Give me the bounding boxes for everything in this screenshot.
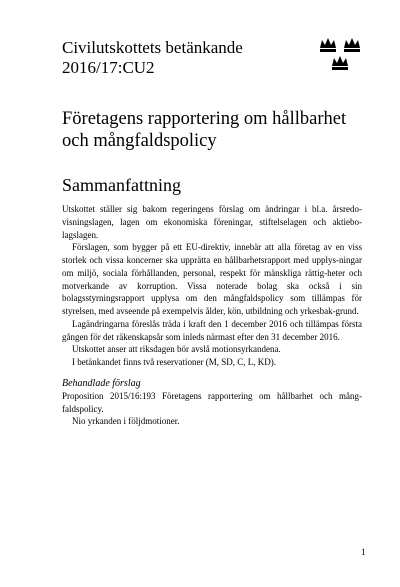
report-title <box>62 108 362 152</box>
paragraph: Lagändringarna föreslås träda i kraft den 1 december 2016 och tillämpas första gången för det räkenskapsår som inleds närmast efter den 31 december 2016. <box>62 318 362 342</box>
summary-heading: Sammanfattning <box>62 175 181 195</box>
page-number: 1 <box>361 547 366 557</box>
treated-item: Nio yrkanden i följdmotioner. <box>72 416 180 427</box>
document-header <box>62 38 332 78</box>
paragraph: Utskottet ställer sig bakom regeringens förslag om ändringar i bl.a. årsredo-visningslagen, lagen om ekonomiska föreningar, stiftelselagen och aktiebo-lagslagen. <box>62 204 362 240</box>
committee-name: Civilutskottets betänkande <box>62 38 243 57</box>
title-line: Företagens rapportering om hållbarhet <box>62 109 347 129</box>
paragraph: I betänkandet finns två reservationer (M, SD, C, L, KD). <box>72 357 276 367</box>
report-number: 2016/17:CU2 <box>62 58 155 77</box>
three-crowns-icon <box>318 36 364 74</box>
paragraph: Förslagen, som bygger på ett EU-direktiv, innebär att alla företag av en viss storlek och vissa koncerner ska upprätta en hållbarhetsrapport med upplys-ningar om miljö, sociala förhållanden, personal, respekt för mänskliga rättig-heter och motverkande av korruption. Vissa noterade bolag ska också i sin bolagsstyrningsrapport upplysa om den mångfaldspolicy som tillämpas för styrelsen, med avseende på exempelvis ålder, kön, utbildning och yrkesbak-grund. <box>62 242 362 316</box>
title-line: och mångfaldspolicy <box>62 131 217 151</box>
treated-item: Proposition 2015/16:193 Företagens rapportering om hållbarhet och mång-faldspolicy. <box>62 390 362 414</box>
summary-body <box>62 203 362 428</box>
treated-proposals-heading: Behandlade förslag <box>62 377 141 389</box>
paragraph: Utskottet anser att riksdagen bör avslå motionsyrkandena. <box>72 344 281 355</box>
